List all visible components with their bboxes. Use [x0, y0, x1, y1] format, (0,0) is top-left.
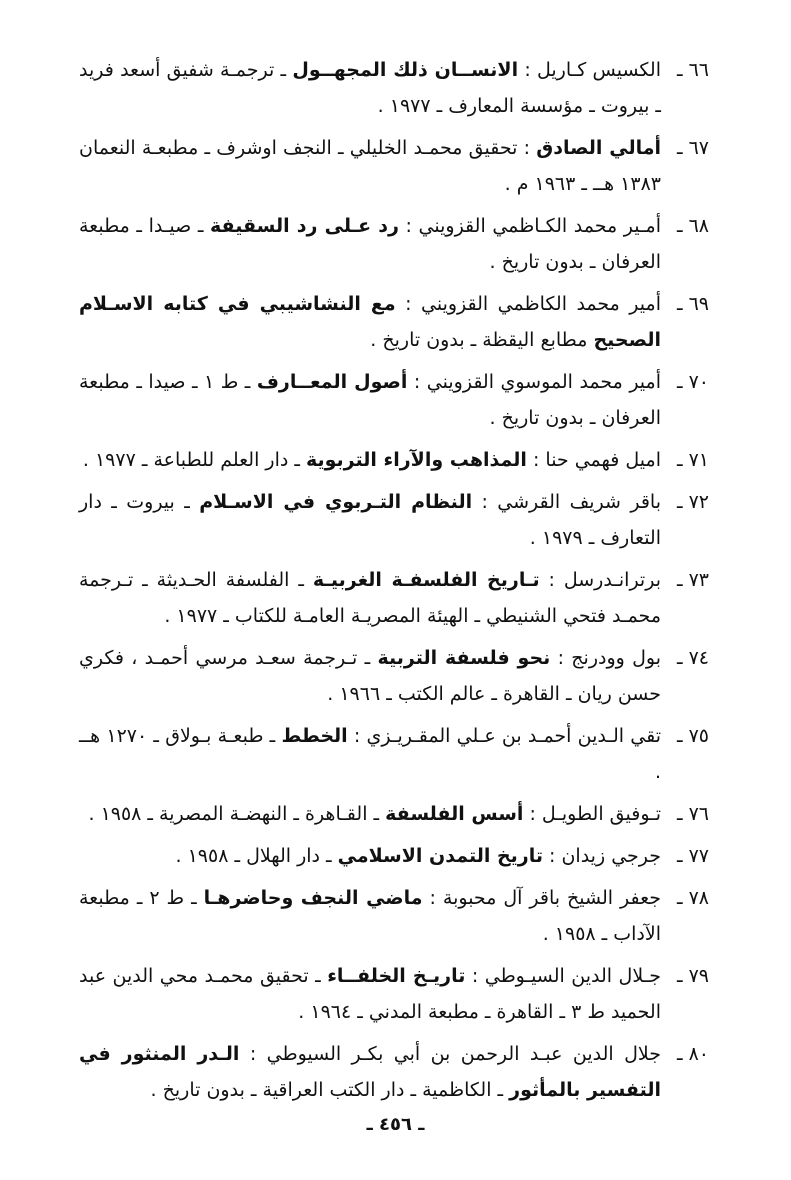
entry-title: تـاريخ الفلسفـة الغربيـة: [312, 569, 540, 591]
bibliography-entry-70: [79, 364, 709, 436]
entry-number: ٧٦ ـ: [676, 803, 709, 825]
entry-number: ٦٧ ـ: [676, 137, 709, 159]
entry-author: تـوفيق الطويـل :: [523, 803, 661, 825]
entry-number: ٧٥ ـ: [676, 725, 709, 747]
entry-details: ـ ط ١ ـ صيدا ـ مطبعة العرفان ـ بدون تاريخ .: [79, 371, 661, 429]
entry-details: ـ الكاظمية ـ دار الكتب العراقية ـ بدون تاريخ .: [150, 1079, 510, 1101]
entry-details: ـ بيروت ـ دار التعارف ـ ١٩٧٩ .: [79, 491, 661, 549]
entry-title: رد عـلى رد السقيفة: [210, 215, 399, 237]
entry-author: أمير محمد الكاظمي القزويني :: [395, 293, 661, 315]
bibliography-entry-78: [79, 880, 709, 952]
bibliography-entry-76: [79, 796, 709, 832]
entry-details: ـ ط ٢ ـ مطبعة الآداب ـ ١٩٥٨ .: [79, 887, 661, 945]
entry-number: ٨٠ ـ: [676, 1043, 709, 1065]
entry-details: ـ ترجمـة شفيق أسعد فريد ـ بيروت ـ مؤسسة المعارف ـ ١٩٧٧ .: [79, 59, 661, 117]
entry-author: أمـير محمد الكـاظمي القزويني :: [398, 215, 662, 237]
entry-details: ـ صيـدا ـ مطبعة العرفان ـ بدون تاريخ .: [79, 215, 661, 273]
entry-details: ـ تـرجمة سعـد مرسي أحمـد ، فكري حسن ريان ـ القاهرة ـ عالم الكتب ـ ١٩٦٦ .: [79, 647, 661, 705]
bibliography-entry-80: [79, 1036, 709, 1108]
entry-author: جلال الدين عبـد الرحمن بن أبي بكـر السيوطي :: [239, 1043, 661, 1065]
entry-author: جعفر الشيخ باقر آل محبوبة :: [422, 887, 661, 909]
entry-number: ٧٢ ـ: [676, 491, 709, 513]
bibliography-entry-66: [79, 52, 709, 124]
entry-author: تقي الـدين أحمـد بن عـلي المقـريـزي :: [347, 725, 661, 747]
entry-number: ٧٩ ـ: [676, 965, 709, 987]
entry-author: أمير محمد الموسوي القزويني :: [407, 371, 661, 393]
entry-title: الخطط: [281, 725, 348, 747]
entry-author: جـلال الدين السيـوطي :: [465, 965, 661, 987]
bibliography-entry-72: [79, 484, 709, 556]
entry-author: الكسيس كـاريل :: [518, 59, 661, 81]
page-number: ـ ٤٥٦ ـ: [366, 1114, 425, 1135]
entry-title: أمالي الصادق: [536, 137, 661, 159]
bibliography-entry-77: [79, 838, 709, 874]
entry-details: : تحقيق محمـد الخليلي ـ النجف اوشرف ـ مطبعـة النعمان ١٣٨٣ هــ ـ ١٩٦٣ م .: [79, 137, 661, 195]
entry-title: ماضي النجف وحاضرهـا: [203, 887, 423, 909]
entry-title: تاريخ التمدن الاسلامي: [337, 845, 543, 867]
entry-number: ٦٩ ـ: [676, 293, 709, 315]
bibliography-entry-74: [79, 640, 709, 712]
entry-author: باقر شريف القرشي :: [472, 491, 661, 513]
entry-title: أسس الفلسفة: [385, 803, 524, 825]
bibliography-entry-71: [79, 442, 709, 478]
bibliography-entry-67: [79, 130, 709, 202]
entry-title: النظام التـربوي في الاسـلام: [199, 491, 473, 513]
entry-author: جرجي زيدان :: [543, 845, 661, 867]
bibliography-entry-69: [79, 286, 709, 358]
entry-number: ٦٦ ـ: [676, 59, 709, 81]
entry-author: اميل فهمي حنا :: [526, 449, 661, 471]
entry-details: ـ دار الهلال ـ ١٩٥٨ .: [175, 845, 338, 867]
entry-details: ـ تحقيق محمـد محي الدين عبد الحميد ط ٣ ـ القاهرة ـ مطبعة المدني ـ ١٩٦٤ .: [79, 965, 661, 1023]
entry-details: ـ الفلسفة الحـديثة ـ تـرجمة محمـد فتحي الشنيطي ـ الهيئة المصريـة العامـة للكتاب ـ ١٩٧٧ .: [79, 569, 661, 627]
entry-title: نحو فلسفة التربية: [377, 647, 551, 669]
entry-number: ٧٧ ـ: [676, 845, 709, 867]
entry-number: ٧٠ ـ: [676, 371, 709, 393]
entry-details: ـ طبعـة بـولاق ـ ١٢٧٠ هــ .: [79, 725, 661, 783]
entry-number: ٧٤ ـ: [676, 647, 709, 669]
entry-number: ٧٣ ـ: [676, 569, 709, 591]
bibliography-entry-73: [79, 562, 709, 634]
entry-title: مع النشاشيبي في كتابه الاسـلام الصحيح: [79, 293, 661, 351]
bibliography-entry-79: [79, 958, 709, 1030]
entry-author: بول وودرنج :: [550, 647, 661, 669]
entry-title: تاريـخ الخلفــاء: [327, 965, 466, 987]
entry-title: الانســان ذلك المجهــول: [292, 59, 519, 81]
bibliography-entry-75: [79, 718, 709, 790]
entry-details: ـ القـاهرة ـ النهضـة المصرية ـ ١٩٥٨ .: [88, 803, 386, 825]
entry-number: ٧١ ـ: [676, 449, 709, 471]
entry-title: أصول المعــارف: [256, 371, 408, 393]
entry-number: ٧٨ ـ: [676, 887, 709, 909]
entry-details: مطابع اليقظة ـ بدون تاريخ .: [370, 329, 594, 351]
entry-title: الـدر المنثور في التفسير بالمأثور: [79, 1043, 661, 1101]
entry-number: ٦٨ ـ: [676, 215, 709, 237]
entry-title: المذاهب والآراء التربوية: [305, 449, 527, 471]
entry-details: ـ دار العلم للطباعة ـ ١٩٧٧ .: [82, 449, 306, 471]
entry-author: برترانـدرسل :: [539, 569, 661, 591]
bibliography-entry-68: [79, 208, 709, 280]
bibliography-page: [79, 52, 709, 1114]
